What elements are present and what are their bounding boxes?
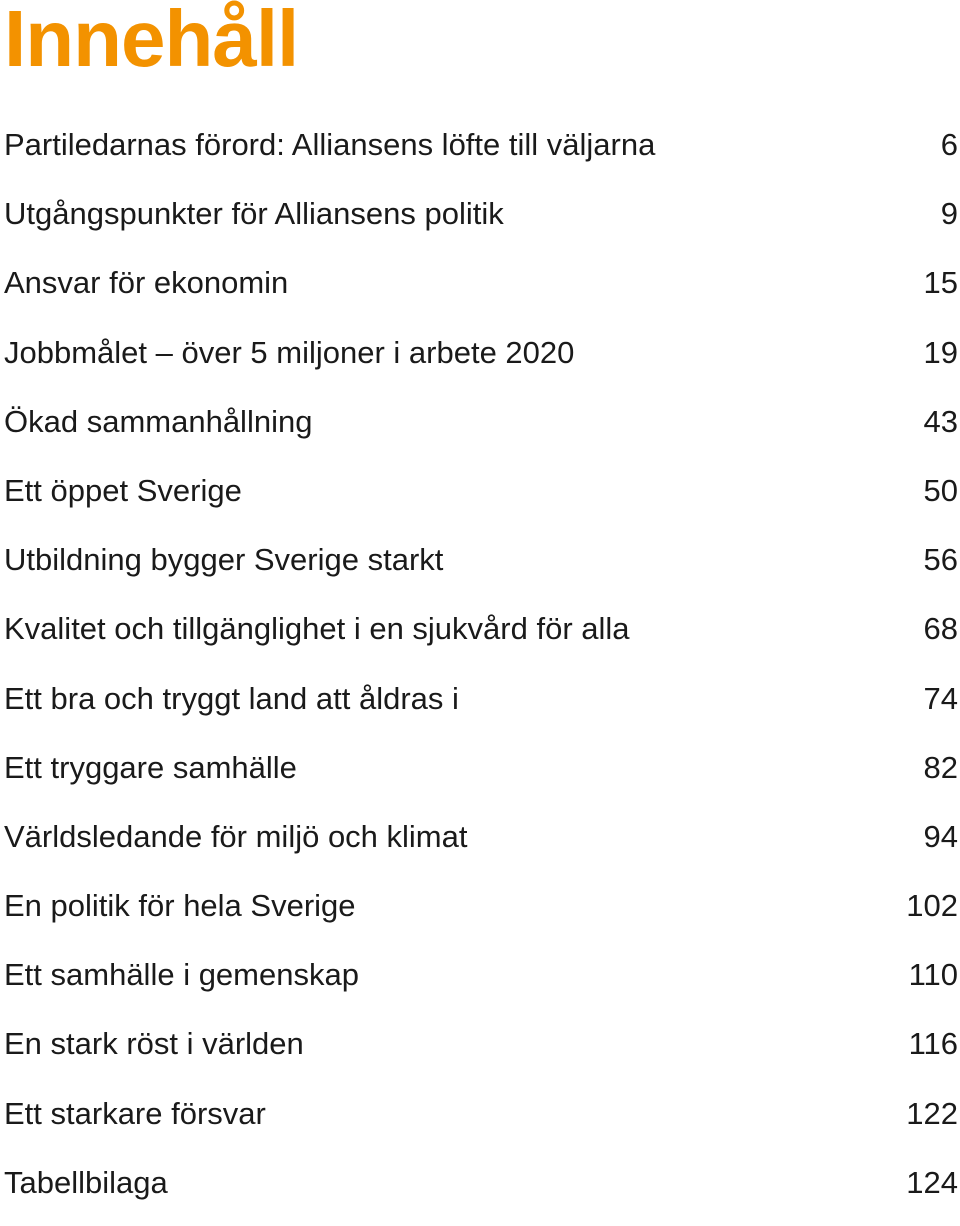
toc-entry-page: 124 (906, 1164, 958, 1200)
table-of-contents (4, 119, 958, 1226)
toc-entry-page: 102 (906, 888, 958, 924)
toc-entry-page: 9 (940, 196, 958, 232)
toc-entry-page: 56 (923, 542, 958, 578)
toc-entry-title: Partiledarnas förord: Alliansens löfte till väljarna (4, 127, 656, 162)
toc-entry-title: Ett tryggare samhälle (4, 749, 297, 785)
toc-entry-page: 68 (923, 611, 958, 647)
toc-entry[interactable] (4, 811, 958, 880)
toc-entry-page: 74 (923, 680, 958, 716)
toc-entry[interactable] (4, 396, 958, 465)
toc-entry-page: 43 (923, 403, 958, 439)
toc-entry-page: 116 (908, 1026, 958, 1062)
toc-entry-title: Ökad sammanhållning (4, 403, 313, 439)
toc-entry[interactable] (4, 880, 958, 949)
toc-entry[interactable] (4, 949, 958, 1018)
toc-entry-title: Världsledande för miljö och klimat (4, 818, 468, 854)
toc-entry-page: 82 (923, 749, 958, 785)
toc-entry[interactable] (4, 465, 958, 534)
toc-entry[interactable] (4, 1157, 958, 1226)
page-title: Innehåll (4, 0, 299, 83)
toc-entry-title: Ett bra och tryggt land att åldras i (4, 680, 459, 716)
toc-entry-title: Kvalitet och tillgänglighet i en sjukvård för alla (4, 611, 630, 647)
toc-entry[interactable] (4, 119, 958, 188)
toc-entry-page: 122 (906, 1095, 958, 1131)
toc-entry[interactable] (4, 742, 958, 811)
toc-entry[interactable] (4, 188, 958, 257)
toc-entry-title: Utgångspunkter för Alliansens politik (4, 196, 504, 232)
toc-entry-title: Ett öppet Sverige (4, 472, 242, 508)
toc-entry[interactable] (4, 1018, 958, 1087)
toc-entry-title: Utbildning bygger Sverige starkt (4, 542, 444, 578)
toc-entry-title: Ett samhälle i gemenskap (4, 957, 359, 993)
toc-entry-page: 15 (923, 265, 958, 301)
toc-entry-title: Ett starkare försvar (4, 1095, 266, 1131)
toc-entry[interactable] (4, 257, 958, 326)
toc-entry[interactable] (4, 603, 958, 672)
toc-entry-page: 94 (923, 818, 958, 854)
toc-entry-title: Jobbmålet – över 5 miljoner i arbete 2020 (4, 334, 575, 370)
toc-entry-title: Ansvar för ekonomin (4, 265, 289, 301)
toc-entry-page: 50 (923, 472, 958, 508)
toc-entry[interactable] (4, 1088, 958, 1157)
toc-entry-title: En stark röst i världen (4, 1026, 304, 1062)
toc-entry[interactable] (4, 327, 958, 396)
toc-entry-page: 110 (908, 957, 958, 993)
toc-entry-title: Tabellbilaga (4, 1164, 168, 1200)
toc-entry[interactable] (4, 673, 958, 742)
toc-entry-title: En politik för hela Sverige (4, 888, 356, 924)
toc-entry[interactable] (4, 534, 958, 603)
toc-entry-page: 6 (940, 127, 958, 162)
toc-entry-page: 19 (923, 334, 958, 370)
